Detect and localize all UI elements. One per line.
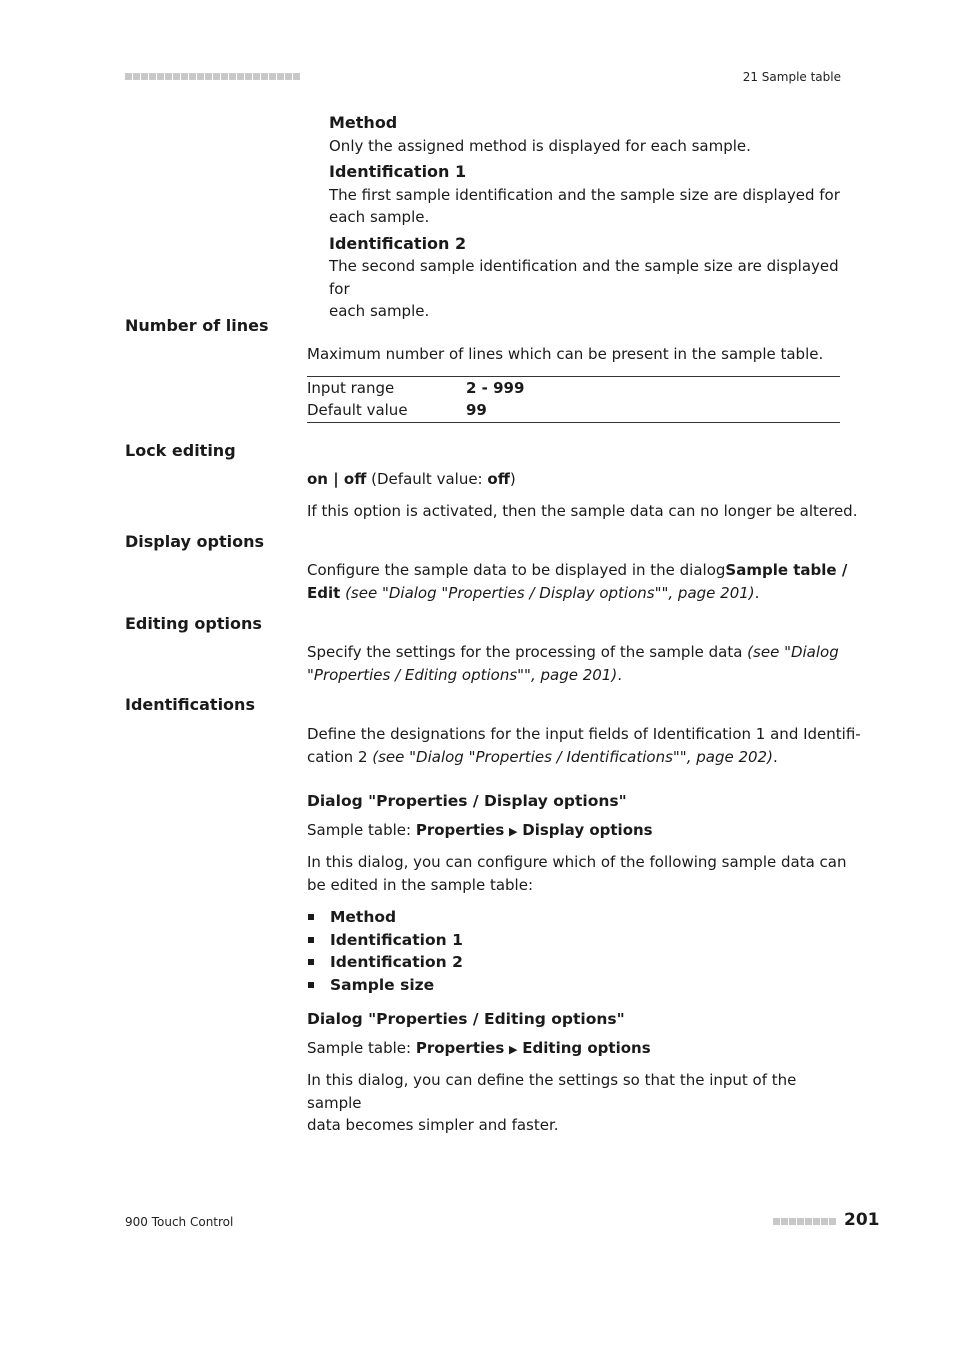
product-name: 900 Touch Control <box>125 1215 234 1229</box>
dialog-name: Sample table / <box>725 561 848 579</box>
option-desc: The second sample identification and the sample size are displayed for <box>329 257 839 298</box>
table-key: Default value <box>307 401 408 419</box>
desc-text: Configure the sample data to be displayed in the dialog <box>307 561 726 579</box>
cross-reference-link[interactable]: "Properties / Editing options"", page 201) <box>307 665 618 684</box>
page-number: 201 <box>844 1210 880 1230</box>
path-item: Properties <box>415 821 505 839</box>
intro-line: be edited in the sample table: <box>307 875 534 894</box>
cross-reference-link[interactable]: (see "Dialog "Properties / Identifications"", page 202) <box>372 747 773 766</box>
intro-line: data becomes simpler and faster. <box>307 1116 559 1134</box>
path-item: Editing options <box>522 1039 651 1057</box>
desc-text: . <box>772 747 778 766</box>
table-key: Input range <box>307 379 395 397</box>
path-item: Properties <box>415 1039 505 1057</box>
default-prefix: (Default value: <box>366 470 488 488</box>
display-options-desc <box>307 559 847 604</box>
cross-reference-link[interactable]: (see "Dialog <box>747 643 839 661</box>
path-prefix: Sample table: <box>307 1039 416 1057</box>
intro-line: In this dialog, you can define the settings so that the input of the sample <box>307 1071 797 1112</box>
cross-reference-link[interactable]: (see "Dialog "Properties / Display options"", page 201) <box>340 583 755 602</box>
list-item <box>307 974 463 997</box>
option-title: Identification 2 <box>329 233 467 253</box>
path-item: Display options <box>522 821 653 839</box>
list-item <box>307 929 463 952</box>
number-of-lines-desc: Maximum number of lines which can be present in the sample table. <box>307 345 824 363</box>
bullet-list <box>307 906 463 996</box>
table-value: 99 <box>466 401 487 419</box>
option-desc: The first sample identification and the sample size are displayed for <box>329 185 840 204</box>
list-item-label: Sample size <box>330 975 435 994</box>
path-arrow-icon: ▶ <box>509 1043 518 1056</box>
table-row <box>307 399 840 421</box>
identifications-label: Identifications <box>125 695 255 714</box>
intro-line: In this dialog, you can configure which of the following sample data can <box>307 853 847 871</box>
value-on: on <box>307 470 328 488</box>
path-prefix: Sample table: <box>307 821 416 839</box>
section-heading: Dialog "Properties / Editing options" <box>307 1010 625 1028</box>
table-row <box>307 377 840 399</box>
section-heading: Dialog "Properties / Display options" <box>307 792 627 810</box>
identifications-desc <box>307 723 861 768</box>
bullet-icon <box>308 982 314 988</box>
dialog-intro <box>307 1069 847 1137</box>
bullet-icon <box>308 914 314 920</box>
desc-text: cation 2 <box>307 747 373 766</box>
menu-path <box>307 819 653 844</box>
dialog-intro <box>307 851 847 896</box>
default-suffix: ) <box>509 470 516 488</box>
parameter-table <box>307 376 840 423</box>
bullet-icon <box>308 959 314 965</box>
display-options-label: Display options <box>125 532 265 551</box>
lock-editing-values <box>307 468 516 491</box>
chapter-title: 21 Sample table <box>742 70 841 84</box>
top-options <box>329 112 849 323</box>
editing-options-desc <box>307 641 847 686</box>
lock-editing-desc: If this option is activated, then the sample data can no longer be altered. <box>307 502 858 520</box>
bullet-icon <box>308 937 314 943</box>
list-item-label: Identification 1 <box>330 930 463 949</box>
desc-text: . <box>617 665 622 684</box>
header-decoration <box>125 73 300 80</box>
desc-text: . <box>754 583 760 602</box>
option-title: Identification 1 <box>329 162 467 181</box>
desc-text: Define the designations for the input fields of Identification 1 and Identifi- <box>307 725 861 743</box>
option-desc: each sample. <box>329 208 430 226</box>
path-arrow-icon: ▶ <box>509 825 518 838</box>
option-desc: Only the assigned method is displayed for each sample. <box>329 136 751 155</box>
dialog-name: Edit <box>307 583 341 602</box>
menu-path <box>307 1037 651 1062</box>
desc-text: Specify the settings for the processing of the sample data <box>307 643 748 661</box>
lock-editing-label: Lock editing <box>125 441 236 460</box>
number-of-lines-label: Number of lines <box>125 316 269 335</box>
list-item-label: Identification 2 <box>330 953 463 972</box>
list-item <box>307 906 463 929</box>
default-value: off <box>487 470 510 488</box>
list-item <box>307 951 463 974</box>
editing-options-label: Editing options <box>125 614 262 633</box>
option-title: Method <box>329 113 398 132</box>
option-desc: each sample. <box>329 302 430 320</box>
footer-decoration <box>773 1218 836 1225</box>
table-value: 2 - 999 <box>466 379 525 397</box>
list-item-label: Method <box>330 908 397 927</box>
value-separator: | <box>327 470 344 488</box>
value-off: off <box>343 470 367 488</box>
